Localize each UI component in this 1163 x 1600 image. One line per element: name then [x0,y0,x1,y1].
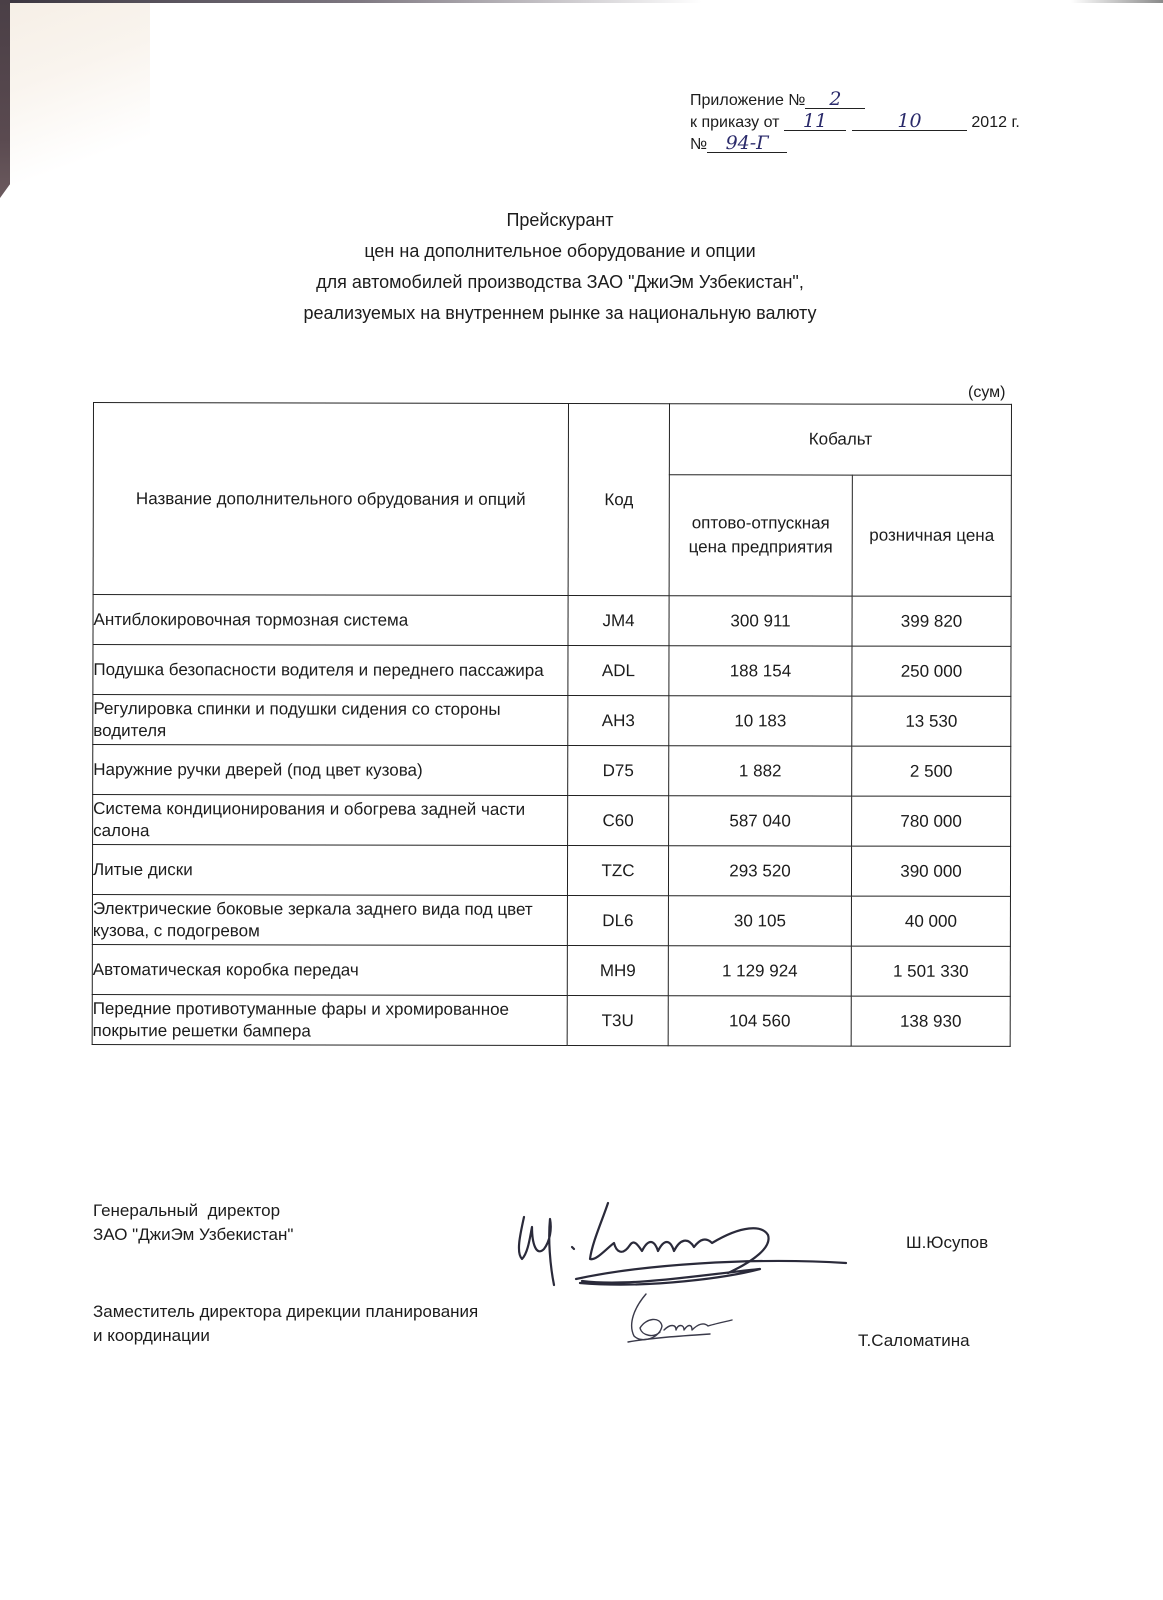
currency-note: (сум) [968,384,1006,401]
signatory-1-name: Ш.Юсупов [906,1233,989,1252]
title-line-3: для автомобилей производства ЗАО "ДжиЭм Узбекистан", [316,272,804,292]
table-row [93,645,1011,697]
signatory-2-name: Т.Саломатина [858,1331,970,1350]
annex-label: Приложение № [690,92,806,109]
option-code: D75 [568,745,669,795]
header-wholesale-price [669,475,852,596]
header-wholesale-label: оптово-отпускная цена предприятия [688,513,833,557]
signatory-1-title-line-1: Генеральный директор [93,1201,281,1220]
option-name: Регулировка спинки и подушки сидения со стороны водителя [93,695,568,746]
table-row [92,994,1010,1046]
price-table [92,402,1012,1047]
option-code: T3U [567,995,668,1045]
wholesale-price: 30 105 [668,896,851,946]
table-row [92,894,1010,946]
order-year: 2012 г. [971,114,1020,131]
option-name: Электрические боковые зеркала заднего вида под цвет кузова, с подогревом [92,894,567,945]
option-code: AH3 [568,695,669,745]
option-name: Передние противотуманные фары и хромированное покрытие решетки бампера [92,994,567,1045]
order-number-line [690,134,1020,156]
title-line-1: Прейскурант [506,210,614,230]
signatory-2-title-line-2: и координации [93,1326,210,1345]
option-name: Антиблокировочная тормозная система [93,595,568,646]
scan-paper-tint [10,0,150,200]
header-name: Название дополнительного обрудования и опций [93,403,568,596]
option-code: ADL [568,645,669,695]
order-date-label: к приказу от [690,114,780,131]
option-code: MH9 [567,945,668,995]
header-model: Кобальт [669,404,1011,476]
retail-price: 2 500 [852,746,1011,796]
wholesale-price: 104 560 [668,996,851,1046]
option-name: Система кондиционирования и обогрева задней части салона [93,795,568,846]
signature-2-handwritten [620,1290,750,1350]
signatory-1-title [93,1199,293,1247]
retail-price: 780 000 [852,796,1011,846]
wholesale-price: 587 040 [669,796,852,846]
order-date-line [690,112,1020,134]
annex-number-line [690,90,1020,112]
signatory-1-title-line-2: ЗАО "ДжиЭм Узбекистан" [93,1225,294,1244]
title-line-4: реализуемых на внутреннем рынке за национальную валюту [303,303,817,323]
table-row [92,944,1010,996]
option-name: Подушка безопасности водителя и переднего пассажира [93,645,568,696]
option-code: JM4 [568,595,669,645]
option-name: Литые диски [92,845,567,896]
scan-top-edge [10,0,1163,3]
title-line-2: цен на дополнительное оборудование и опции [364,241,756,261]
order-number-handwritten: 94-Г [707,134,787,153]
order-day-handwritten: 11 [784,112,846,131]
annex-reference [690,90,1020,156]
retail-price: 390 000 [851,846,1010,896]
wholesale-price: 188 154 [669,646,852,696]
header-code: Код [568,403,669,595]
signatory-2-title [93,1300,478,1348]
signature-1-handwritten [510,1195,860,1295]
wholesale-price: 293 520 [668,846,851,896]
table-row [93,795,1011,847]
order-month-handwritten: 10 [852,112,967,131]
order-number-label: № [690,136,708,153]
wholesale-price: 1 882 [669,746,852,796]
retail-price: 138 930 [851,996,1010,1046]
header-retail-price: розничная цена [852,475,1011,596]
option-code: C60 [568,795,669,845]
table-row [93,745,1011,797]
table-row [93,595,1011,647]
retail-price: 1 501 330 [851,946,1010,996]
option-name: Автоматическая коробка передач [92,944,567,995]
table-row [93,695,1011,747]
table-row [92,845,1010,897]
option-code: TZC [567,845,668,895]
retail-price: 250 000 [852,646,1011,696]
document-title [0,205,1120,329]
wholesale-price: 1 129 924 [668,946,851,996]
wholesale-price: 10 183 [669,696,852,746]
wholesale-price: 300 911 [669,596,852,646]
scan-edge-shadow [0,0,10,198]
retail-price: 13 530 [852,696,1011,746]
retail-price: 399 820 [852,596,1011,646]
signatory-2-title-line-1: Заместитель директора дирекции планирования [93,1302,479,1321]
retail-price: 40 000 [851,896,1010,946]
option-name: Наружние ручки дверей (под цвет кузова) [93,745,568,796]
annex-number-handwritten: 2 [805,90,865,109]
option-code: DL6 [567,895,668,945]
